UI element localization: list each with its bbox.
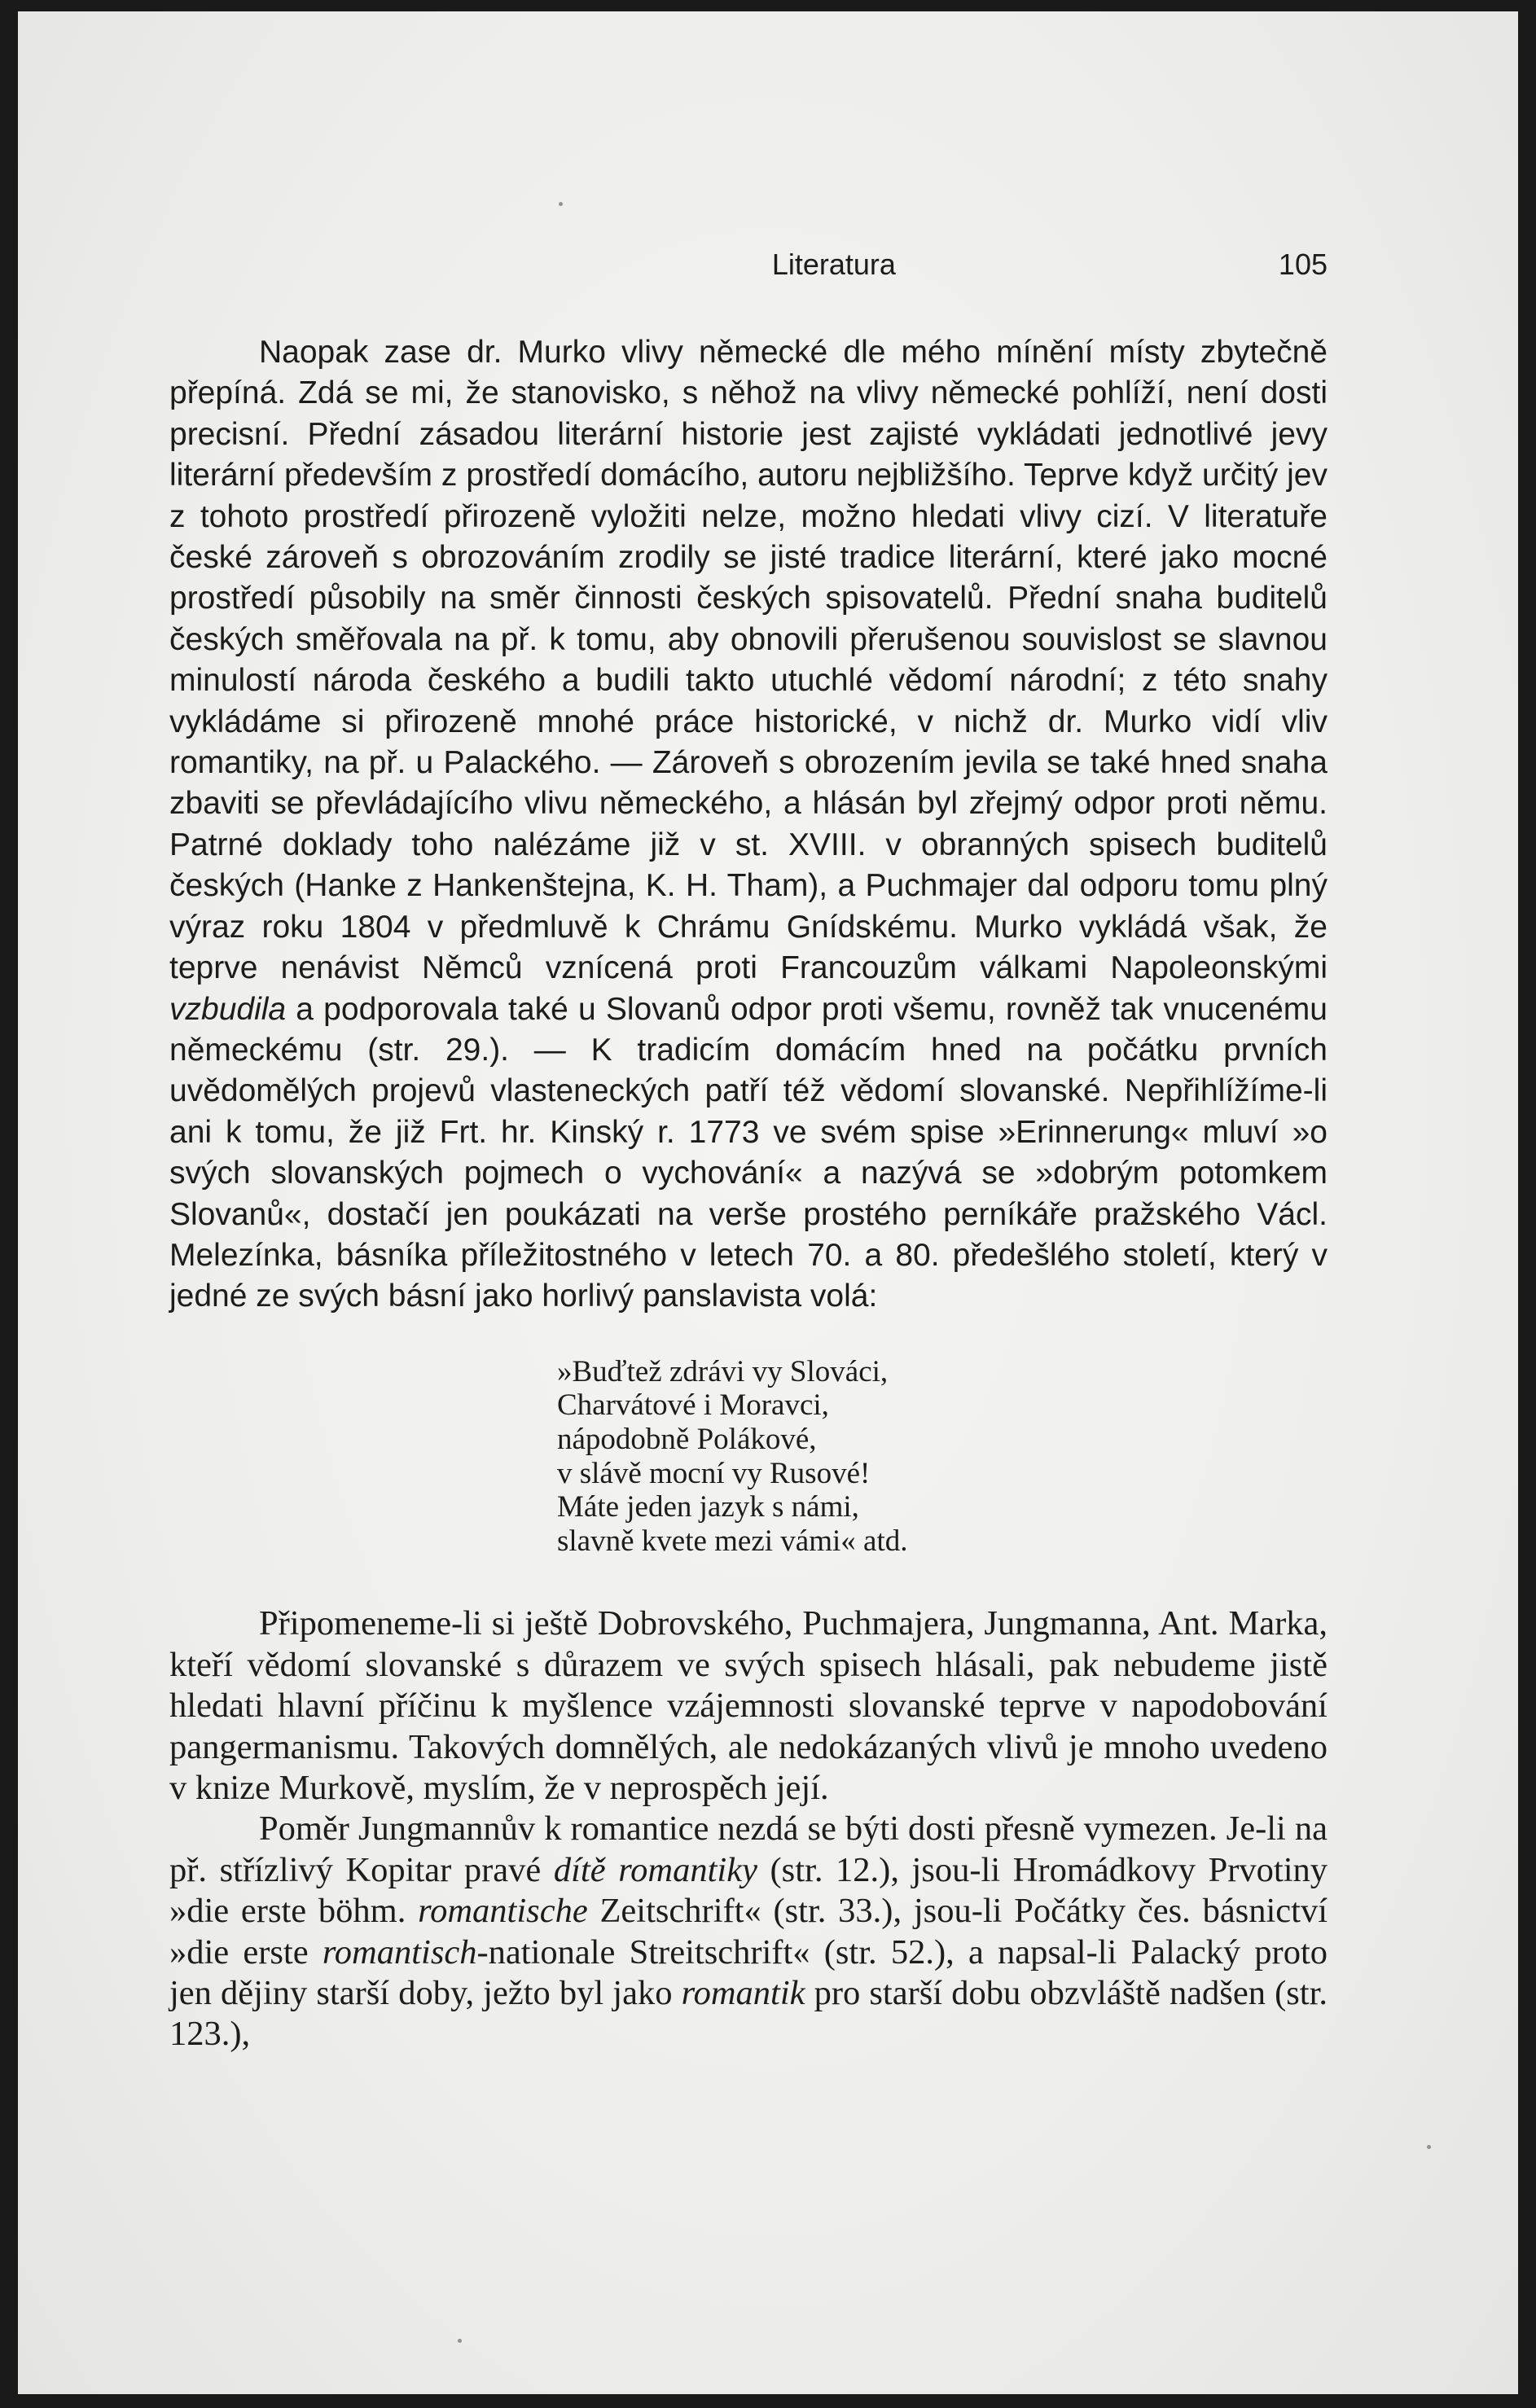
poem-line: »Buďtež zdrávi vy Slováci, [557, 1354, 889, 1388]
running-title: Literatura [771, 248, 896, 281]
paragraph-3-text-b: (str. 12.), jsou-li Hromádkovy Prvotiny »die erste böhm. [169, 1850, 1328, 1931]
paragraph-1-text-b: a podporovala také u Slovanů odpor proti všemu, rovněž tak vnucenému německému (str. 29.). — K tradicím domácím hned na počátku prvních uvědomělých projevů vlasteneckých patří též vědomí slovanské. Nepřihlížíme-li ani k tomu, že již Frt. hr. Kinský r. 1773 ve svém spise »Erinnerung« mluví »o svých slovanských pojmech o vychování« a nazývá se »dobrým potomkem Slovanů«, dostačí jen poukázati na verše prostého perníkáře pražského Václ. Melezínka, básníka příležitostného v letech 70. a 80. předešlého století, který v jedné ze svých básní jako horlivý panslavista volá: [169, 991, 1328, 1314]
poem-line: slavně kvete mezi vámi« atd. [557, 1524, 908, 1558]
paragraph-3-text-c: Zeitschrift« (str. 33.), jsou-li Počátky čes. básnictví »die erste [169, 1892, 1328, 1972]
paragraph-1 [169, 332, 1328, 1318]
ink-speck [559, 202, 563, 206]
paragraph-1-text-a: Naopak zase dr. Murko vlivy německé dle mého mínění místy zbytečně přepíná. Zdá se mi, že stanovisko, s něhož na vlivy německé pohlíží, není dosti precisní. Přední zásadou literární historie jest zajisté vykládati jednotlivé jevy literární především z prostředí domácího, autoru nejbližšího. Teprve když určitý jev z tohoto prostředí přirozeně vyložiti nelze, možno hledati vlivy cizí. V literatuře české zároveň s obrozováním zrodily se jisté tradice literární, které jako mocné prostředí působily na směr činnosti českých spisovatelů. Přední snaha buditelů českých směřovala na př. k tomu, aby obnovili přerušenou souvislost se slavnou minulostí národa českého a budili takto utuchlé vědomí národní; z této snahy vykládáme si přirozeně mnohé práce historické, v nichž dr. Murko vidí vliv romantiky, na př. u Palackého. — Zároveň s obrozením jevila se také hned snaha zbaviti se převládajícího vlivu německého, a hlásán byl zřejmý odpor proti němu. Patrné doklady toho nalézáme již v st. XVIII. v obranných spisech buditelů českých (Hanke z Hankenštejna, K. H. Tham), a Puchmajer dal odporu tomu plný výraz roku 1804 v předmluvě k Chrámu Gnídskému. Murko vykládá však, že teprve nenávist Němců vznícená proti Francouzům válkami Napoleonskými [169, 335, 1328, 986]
poem-line: v slávě mocní vy Rusové! [557, 1456, 871, 1490]
paragraph-1-italic: vzbudila [169, 991, 287, 1027]
scanned-page [18, 11, 1518, 2394]
paragraph-3-italic-1: dítě romantiky [553, 1850, 757, 1889]
poem-line: nápodobně Polákové, [557, 1422, 817, 1456]
paragraph-3-text-d: -nationale Streitschrift« (str. 52.), a napsal-li Palacký proto jen dějiny starší doby, ježto byl jako [169, 1932, 1328, 2012]
paragraph-3-text-a: Poměr Jungmannův k romantice nezdá se býti dosti přesně vymezen. Je-li na př. střízlivý Kopitar pravé [169, 1809, 1328, 1889]
ink-speck [1427, 2145, 1431, 2149]
paragraph-3-italic-2: romantische [418, 1892, 588, 1931]
paragraph-3-italic-4: romantik [681, 1973, 805, 2012]
poem-line: Charvátové i Moravci, [557, 1388, 829, 1423]
paragraph-3-text-e: pro starší dobu obzvláště nadšen (str. 123.), [169, 1973, 1328, 2054]
running-head [169, 248, 1328, 293]
paragraph-3-italic-3: romantisch [322, 1932, 477, 1972]
poem-line: Máte jeden jazyk s námi, [557, 1490, 859, 1524]
paragraph-2: Připomeneme-li si ještě Dobrovského, Puchmajera, Jungmanna, Ant. Marka, kteří vědomí slovanské s důrazem ve svých spisech hlásali, pak nebudeme jistě hledati hlavní příčinu k myšlence vzájemnosti slovanské teprve v napodobování pangermanismu. Takových domnělých, ale nedokázaných vlivů je mnoho uvedeno v knize Murkově, myslím, že v neprospěch její. [169, 1604, 1328, 1807]
ink-speck [458, 2339, 462, 2343]
paragraph-3 [169, 1809, 1328, 2055]
poem-quote [557, 1355, 1328, 1559]
text-block [169, 248, 1328, 2055]
page-number: 105 [1278, 248, 1328, 281]
